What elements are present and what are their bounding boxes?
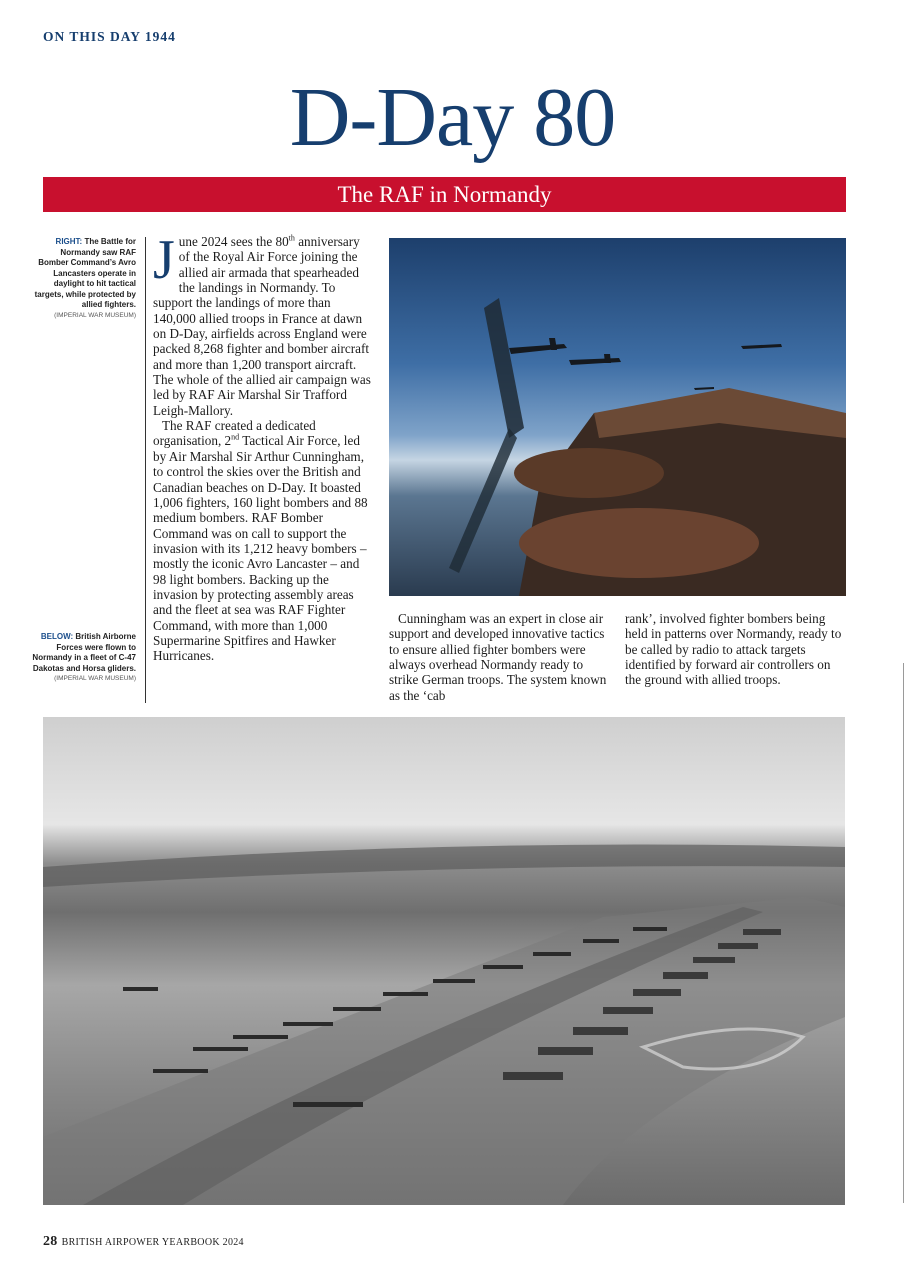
article-paragraph-4: rank’, involved fighter bombers being held in patterns over Normandy, ready to be called by radio to attack targets identified by forward air controllers on the ground with allied troops. bbox=[625, 611, 842, 688]
page-edge-line bbox=[903, 663, 904, 1203]
article-paragraph-3: Cunningham was an expert in close air support and developed innovative tactics to ensure allied fighter bombers were always overhead Normandy ready to strike German troops. The system known as the ‘cab bbox=[389, 611, 607, 703]
caption-right-credit: (IMPERIAL WAR MUSEUM) bbox=[54, 311, 136, 319]
caption-below-text: British Airborne Forces were flown to Normandy in a fleet of C-47 Dakotas and Horsa gliders. bbox=[32, 632, 136, 673]
article-paragraph-2 bbox=[153, 418, 371, 664]
page-title: D-Day 80 bbox=[289, 71, 616, 164]
drop-cap: J bbox=[153, 229, 175, 291]
section-kicker: ON THIS DAY 1944 bbox=[43, 29, 176, 44]
subtitle-banner: The RAF in Normandy bbox=[43, 177, 846, 212]
page-number: 28 bbox=[43, 1234, 58, 1249]
caption-right-text: The Battle for Normandy saw RAF Bomber Command’s Avro Lancasters operate in daylight to hit tactical targets, while protected by allied fighters. bbox=[34, 237, 136, 309]
paragraph-2-text-a: The RAF created a dedicated organisation, 2 bbox=[153, 418, 316, 449]
article-column-2 bbox=[389, 611, 610, 703]
article-column-3 bbox=[625, 611, 846, 688]
publication-name: BRITISH AIRPOWER YEARBOOK 2024 bbox=[61, 1237, 244, 1248]
caption-right bbox=[30, 237, 136, 321]
paragraph-1-text-b: anniversary of the Royal Air Force joining the allied air armada that spearheaded the landings in Normandy. To support the landings of more than 140,000 allied troops in France at dawn on D-Day, airfields across England were packed 8,268 fighter and bomber aircraft and more than 1,200 transport aircraft. The whole of the allied air campaign was led by RAF Air Marshal Sir Trafford Leigh-Mallory. bbox=[153, 234, 371, 418]
paragraph-1-superscript: th bbox=[288, 233, 295, 243]
airfield-photo-art bbox=[43, 717, 845, 1205]
caption-below-credit: (IMPERIAL WAR MUSEUM) bbox=[54, 675, 136, 682]
airfield-gliders-photo bbox=[43, 717, 845, 1205]
paragraph-2-text-b: Tactical Air Force, led by Air Marshal Sir Arthur Cunningham, to control the skies over the British and Canadian beaches on D-Day. It boasted 1,006 fighters, 160 light bombers and 88 medium bombers. RAF Bomber Command was on call to support the invasion with its 1,212 heavy bombers – mostly the iconic Avro Lancaster – and 98 light bombers. Backing up the invasion by protecting assembly areas and the fleet at sea was RAF Fighter Command, with more than 1,000 Supermarine Spitfires and Hawker Hurricanes. bbox=[153, 433, 368, 664]
page-footer bbox=[43, 1234, 244, 1250]
lancaster-photo-art bbox=[389, 238, 846, 596]
paragraph-2-superscript: nd bbox=[231, 433, 240, 443]
paragraph-1-text-a: une 2024 sees the 80 bbox=[178, 234, 289, 249]
article-column-1 bbox=[153, 229, 371, 664]
caption-below bbox=[30, 632, 136, 685]
article-paragraph-1 bbox=[153, 229, 371, 418]
lancaster-formation-photo bbox=[389, 238, 846, 596]
caption-below-label: BELOW: bbox=[40, 632, 74, 641]
column-divider bbox=[145, 237, 146, 703]
caption-right-label: RIGHT: bbox=[55, 237, 83, 246]
